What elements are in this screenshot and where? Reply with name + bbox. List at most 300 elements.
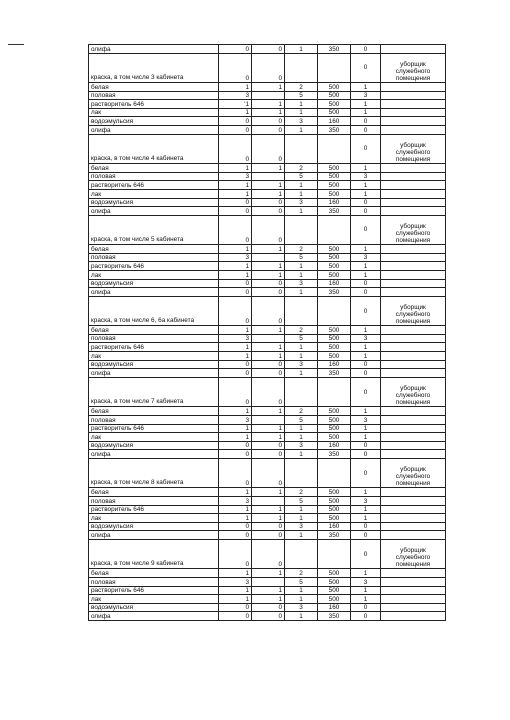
table-body	[89, 45, 446, 621]
cell-qty-a: 1	[219, 164, 252, 173]
table-row	[89, 198, 446, 207]
material-name: белая	[89, 488, 219, 497]
cell-total: 0	[351, 458, 381, 488]
material-name: водоэмульсия	[89, 441, 219, 450]
cell-qty-c: 2	[285, 245, 318, 254]
table-row	[89, 343, 446, 352]
cell-qty-b: 0	[252, 612, 285, 621]
table-row	[89, 569, 446, 578]
cell-worker	[381, 108, 446, 117]
cell-qty-c: 1	[285, 586, 318, 595]
cell-qty-a: 0	[219, 377, 252, 407]
material-name: олифа	[89, 531, 219, 540]
material-name: половая	[89, 578, 219, 587]
cell-worker	[381, 352, 446, 361]
material-name: половая	[89, 497, 219, 506]
cell-worker	[381, 100, 446, 109]
cell-worker	[381, 198, 446, 207]
cell-qty-c	[285, 458, 318, 488]
cell-price: 500	[318, 514, 351, 523]
cell-qty-c: 1	[285, 108, 318, 117]
cell-total: 1	[351, 343, 381, 352]
material-name: лак	[89, 433, 219, 442]
cell-qty-b: 0	[252, 207, 285, 216]
cell-price: 500	[318, 262, 351, 271]
cell-qty-a: 1	[219, 569, 252, 578]
cell-total: 0	[351, 117, 381, 126]
cell-total: 1	[351, 514, 381, 523]
table-row	[89, 433, 446, 442]
cell-price: 350	[318, 612, 351, 621]
cell-qty-a: 0	[219, 369, 252, 378]
cell-qty-b: 1	[252, 100, 285, 109]
cell-price: 500	[318, 595, 351, 604]
cell-worker	[381, 181, 446, 190]
cell-qty-b	[252, 253, 285, 262]
material-name: водоэмульсия	[89, 279, 219, 288]
section-title: краска, в том числе 7 кабинета	[89, 377, 219, 407]
cell-qty-b: 1	[252, 262, 285, 271]
cell-price: 350	[318, 369, 351, 378]
cell-qty-c: 1	[285, 207, 318, 216]
cell-total: 1	[351, 326, 381, 335]
worker-line: помещения	[395, 480, 431, 488]
cell-qty-b: 1	[252, 569, 285, 578]
cell-qty-a: 3	[219, 497, 252, 506]
cell-worker	[381, 505, 446, 514]
cell-qty-c: 5	[285, 172, 318, 181]
table-row	[89, 262, 446, 271]
cell-qty-a: 0	[219, 198, 252, 207]
cell-qty-b: 0	[252, 377, 285, 407]
cell-total: 1	[351, 83, 381, 92]
cell-qty-c: 3	[285, 117, 318, 126]
cell-total: 3	[351, 334, 381, 343]
cell-qty-c: 1	[285, 126, 318, 135]
cell-total: 1	[351, 352, 381, 361]
cell-worker	[381, 126, 446, 135]
section-title: краска, в том числе 6, 6а кабинета	[89, 296, 219, 326]
cell-price	[318, 53, 351, 83]
cell-qty-b: 1	[252, 189, 285, 198]
material-name: белая	[89, 245, 219, 254]
cell-qty-b: 0	[252, 134, 285, 164]
worker-line: помещения	[395, 156, 431, 164]
cell-total: 1	[351, 164, 381, 173]
table-row	[89, 612, 446, 621]
cell-worker	[381, 603, 446, 612]
cell-qty-a: 3	[219, 91, 252, 100]
table-row	[89, 189, 446, 198]
cell-qty-c: 1	[285, 343, 318, 352]
cell-price: 500	[318, 108, 351, 117]
worker-line: уборщик	[400, 547, 426, 555]
material-name: лак	[89, 514, 219, 523]
material-name: лак	[89, 189, 219, 198]
materials-table	[88, 44, 446, 621]
section-title: краска, в том числе 9 кабинета	[89, 539, 219, 569]
cell-total: 1	[351, 569, 381, 578]
table-row	[89, 126, 446, 135]
cell-qty-b: 1	[252, 181, 285, 190]
cell-price	[318, 377, 351, 407]
cell-qty-c: 2	[285, 83, 318, 92]
cell-worker	[381, 612, 446, 621]
section-header-row	[89, 215, 446, 245]
document-page	[88, 44, 445, 621]
material-name: водоэмульсия	[89, 522, 219, 531]
cell-qty-b: 1	[252, 586, 285, 595]
cell-total: 3	[351, 415, 381, 424]
cell-price: 500	[318, 352, 351, 361]
cell-price: 500	[318, 172, 351, 181]
worker-line: служебного	[395, 554, 431, 562]
cell-qty-b: 0	[252, 279, 285, 288]
cell-worker	[381, 569, 446, 578]
cell-qty-a: 0	[219, 539, 252, 569]
cell-qty-c	[285, 53, 318, 83]
material-name: половая	[89, 334, 219, 343]
cell-total: 0	[351, 279, 381, 288]
table-row	[89, 522, 446, 531]
material-name: лак	[89, 352, 219, 361]
material-name: водоэмульсия	[89, 117, 219, 126]
cell-total: 1	[351, 245, 381, 254]
cell-price: 500	[318, 83, 351, 92]
worker-cell	[381, 53, 446, 83]
table-row	[89, 326, 446, 335]
cell-qty-c: 5	[285, 334, 318, 343]
cell-qty-a: 3	[219, 578, 252, 587]
material-name: белая	[89, 164, 219, 173]
table-row	[89, 497, 446, 506]
cell-price: 350	[318, 126, 351, 135]
material-name: лак	[89, 595, 219, 604]
material-name: водоэмульсия	[89, 603, 219, 612]
cell-total: 1	[351, 271, 381, 280]
cell-qty-a: 1	[219, 83, 252, 92]
cell-qty-b: 0	[252, 531, 285, 540]
cell-qty-a: 1	[219, 326, 252, 335]
cell-total: 0	[351, 126, 381, 135]
cell-qty-b: 0	[252, 539, 285, 569]
cell-qty-c: 3	[285, 441, 318, 450]
cell-worker	[381, 514, 446, 523]
cell-total: 3	[351, 91, 381, 100]
cell-qty-c: 1	[285, 262, 318, 271]
cell-qty-a: 0	[219, 612, 252, 621]
material-name: белая	[89, 407, 219, 416]
cell-price: 160	[318, 603, 351, 612]
material-name: половая	[89, 172, 219, 181]
cell-total: 1	[351, 181, 381, 190]
cell-price	[318, 458, 351, 488]
cell-price: 500	[318, 497, 351, 506]
table-row	[89, 369, 446, 378]
cell-worker	[381, 586, 446, 595]
cell-total: 0	[351, 377, 381, 407]
table-row	[89, 117, 446, 126]
cell-total: 0	[351, 441, 381, 450]
material-name: половая	[89, 415, 219, 424]
worker-cell	[381, 539, 446, 569]
cell-price: 500	[318, 245, 351, 254]
material-name: олифа	[89, 207, 219, 216]
cell-worker	[381, 117, 446, 126]
material-name: водоэмульсия	[89, 360, 219, 369]
cell-worker	[381, 369, 446, 378]
cell-total: 0	[351, 603, 381, 612]
worker-cell	[381, 458, 446, 488]
cell-qty-b	[252, 334, 285, 343]
worker-line: уборщик	[400, 223, 426, 231]
worker-cell	[381, 215, 446, 245]
cell-worker	[381, 262, 446, 271]
worker-line: помещения	[395, 318, 431, 326]
cell-qty-b: 1	[252, 595, 285, 604]
cell-qty-b: 1	[252, 352, 285, 361]
material-name: половая	[89, 91, 219, 100]
cell-qty-b: 0	[252, 215, 285, 245]
cell-total: 0	[351, 539, 381, 569]
material-name: лак	[89, 108, 219, 117]
cell-price: 160	[318, 279, 351, 288]
cell-qty-a: 1	[219, 424, 252, 433]
cell-qty-a: 1	[219, 433, 252, 442]
worker-line: служебного	[395, 392, 431, 400]
cell-price: 500	[318, 578, 351, 587]
cell-total: 0	[351, 134, 381, 164]
cell-qty-b: 0	[252, 126, 285, 135]
cell-worker	[381, 578, 446, 587]
cell-qty-a: 0	[219, 522, 252, 531]
worker-cell	[381, 296, 446, 326]
cell-qty-b: 0	[252, 296, 285, 326]
cell-total: 1	[351, 595, 381, 604]
cell-worker	[381, 531, 446, 540]
cell-qty-b: 1	[252, 83, 285, 92]
cell-qty-a: 1	[219, 189, 252, 198]
cell-total: 1	[351, 189, 381, 198]
cell-worker	[381, 288, 446, 297]
cell-price: 350	[318, 207, 351, 216]
table-row	[89, 578, 446, 587]
cell-qty-a: 0	[219, 296, 252, 326]
cell-price: 500	[318, 100, 351, 109]
cell-total: 3	[351, 578, 381, 587]
cell-qty-a: 3	[219, 334, 252, 343]
cell-qty-c	[285, 215, 318, 245]
section-title: краска, в том числе 4 кабинета	[89, 134, 219, 164]
cell-qty-a: 1	[219, 352, 252, 361]
section-title: краска, в том числе 3 кабинета	[89, 53, 219, 83]
cell-qty-c: 5	[285, 497, 318, 506]
cell-price: 500	[318, 271, 351, 280]
cell-qty-c: 1	[285, 433, 318, 442]
cell-worker	[381, 45, 446, 54]
cell-qty-b: 1	[252, 514, 285, 523]
cell-qty-a: 0	[219, 134, 252, 164]
section-title: краска, в том числе 5 кабинета	[89, 215, 219, 245]
cell-price: 500	[318, 407, 351, 416]
cell-price: 500	[318, 91, 351, 100]
cell-qty-c: 5	[285, 91, 318, 100]
cell-worker	[381, 433, 446, 442]
cell-qty-c: 2	[285, 164, 318, 173]
cell-qty-a: 1	[219, 505, 252, 514]
worker-line: служебного	[395, 311, 431, 319]
cell-qty-b	[252, 91, 285, 100]
cell-qty-b	[252, 578, 285, 587]
table-row	[89, 181, 446, 190]
material-name: олифа	[89, 288, 219, 297]
material-name: растворитель 646	[89, 343, 219, 352]
cell-price: 500	[318, 424, 351, 433]
cell-qty-c: 1	[285, 369, 318, 378]
cell-qty-a: 0	[219, 288, 252, 297]
cell-worker	[381, 488, 446, 497]
table-row	[89, 271, 446, 280]
cell-total: 0	[351, 369, 381, 378]
cell-total: 1	[351, 505, 381, 514]
cell-qty-a: 1	[219, 586, 252, 595]
table-row	[89, 450, 446, 459]
table-row	[89, 514, 446, 523]
cell-qty-a: 0	[219, 450, 252, 459]
cell-qty-b	[252, 415, 285, 424]
cell-total: 1	[351, 488, 381, 497]
worker-line: уборщик	[400, 466, 426, 474]
cell-qty-a: 3	[219, 415, 252, 424]
table-row	[89, 164, 446, 173]
cell-qty-a: 0	[219, 53, 252, 83]
cell-worker	[381, 189, 446, 198]
cell-qty-c: 1	[285, 189, 318, 198]
cell-worker	[381, 450, 446, 459]
cell-total: 3	[351, 172, 381, 181]
cell-qty-c: 2	[285, 407, 318, 416]
cell-price: 500	[318, 334, 351, 343]
cell-price: 500	[318, 253, 351, 262]
worker-line: уборщик	[400, 142, 426, 150]
cell-qty-a: 0	[219, 279, 252, 288]
cell-qty-c: 1	[285, 271, 318, 280]
cell-qty-c: 1	[285, 514, 318, 523]
cell-worker	[381, 334, 446, 343]
cell-total: 1	[351, 586, 381, 595]
cell-qty-b: 0	[252, 458, 285, 488]
cell-qty-a: 0	[219, 360, 252, 369]
table-row	[89, 45, 446, 54]
cell-qty-b: 1	[252, 424, 285, 433]
cell-qty-a: 1	[219, 514, 252, 523]
table-row	[89, 603, 446, 612]
cell-worker	[381, 407, 446, 416]
cell-total: 1	[351, 262, 381, 271]
cell-total: 1	[351, 108, 381, 117]
cell-price	[318, 134, 351, 164]
cell-price: 350	[318, 450, 351, 459]
material-name: растворитель 646	[89, 505, 219, 514]
cell-price: 500	[318, 415, 351, 424]
cell-qty-b: 1	[252, 343, 285, 352]
cell-price: 500	[318, 326, 351, 335]
table-row	[89, 595, 446, 604]
section-header-row	[89, 53, 446, 83]
cell-qty-c: 1	[285, 505, 318, 514]
cell-qty-c: 1	[285, 612, 318, 621]
cell-price	[318, 215, 351, 245]
cell-qty-b: 0	[252, 522, 285, 531]
material-name: белая	[89, 83, 219, 92]
cell-worker	[381, 343, 446, 352]
table-row	[89, 83, 446, 92]
cell-total: 0	[351, 612, 381, 621]
section-header-row	[89, 134, 446, 164]
cell-qty-c	[285, 134, 318, 164]
section-title: краска, в том числе 8 кабинета	[89, 458, 219, 488]
worker-line: уборщик	[400, 61, 426, 69]
cell-qty-c: 1	[285, 531, 318, 540]
section-header-row	[89, 296, 446, 326]
cell-qty-b: 1	[252, 505, 285, 514]
cell-qty-b: 0	[252, 53, 285, 83]
material-name: белая	[89, 569, 219, 578]
table-row	[89, 407, 446, 416]
cell-price: 500	[318, 181, 351, 190]
table-row	[89, 424, 446, 433]
worker-line: уборщик	[400, 304, 426, 312]
material-name: растворитель 646	[89, 586, 219, 595]
cell-price: 160	[318, 441, 351, 450]
cell-price: 160	[318, 360, 351, 369]
cell-qty-c: 5	[285, 415, 318, 424]
material-name: растворитель 646	[89, 100, 219, 109]
cell-qty-c: 3	[285, 603, 318, 612]
section-header-row	[89, 377, 446, 407]
cell-worker	[381, 497, 446, 506]
cell-worker	[381, 415, 446, 424]
cell-total: 1	[351, 424, 381, 433]
cell-qty-c: 1	[285, 100, 318, 109]
cell-qty-c	[285, 539, 318, 569]
cell-qty-c: 1	[285, 352, 318, 361]
material-name: растворитель 646	[89, 262, 219, 271]
cell-worker	[381, 441, 446, 450]
cell-worker	[381, 360, 446, 369]
cell-qty-c	[285, 377, 318, 407]
cell-worker	[381, 595, 446, 604]
table-row	[89, 441, 446, 450]
cell-total: 0	[351, 450, 381, 459]
cell-qty-c: 2	[285, 569, 318, 578]
cell-qty-c: 1	[285, 450, 318, 459]
cell-qty-c: 1	[285, 595, 318, 604]
cell-worker	[381, 91, 446, 100]
cell-qty-b: 1	[252, 108, 285, 117]
cell-total: 3	[351, 253, 381, 262]
cell-qty-c: 3	[285, 198, 318, 207]
cell-worker	[381, 253, 446, 262]
cell-total: 1	[351, 100, 381, 109]
cell-qty-c: 2	[285, 488, 318, 497]
cell-qty-c: 5	[285, 578, 318, 587]
material-name: олифа	[89, 45, 219, 54]
cell-price: 500	[318, 488, 351, 497]
table-row	[89, 91, 446, 100]
cell-qty-a: 0	[219, 531, 252, 540]
cell-total: 0	[351, 53, 381, 83]
